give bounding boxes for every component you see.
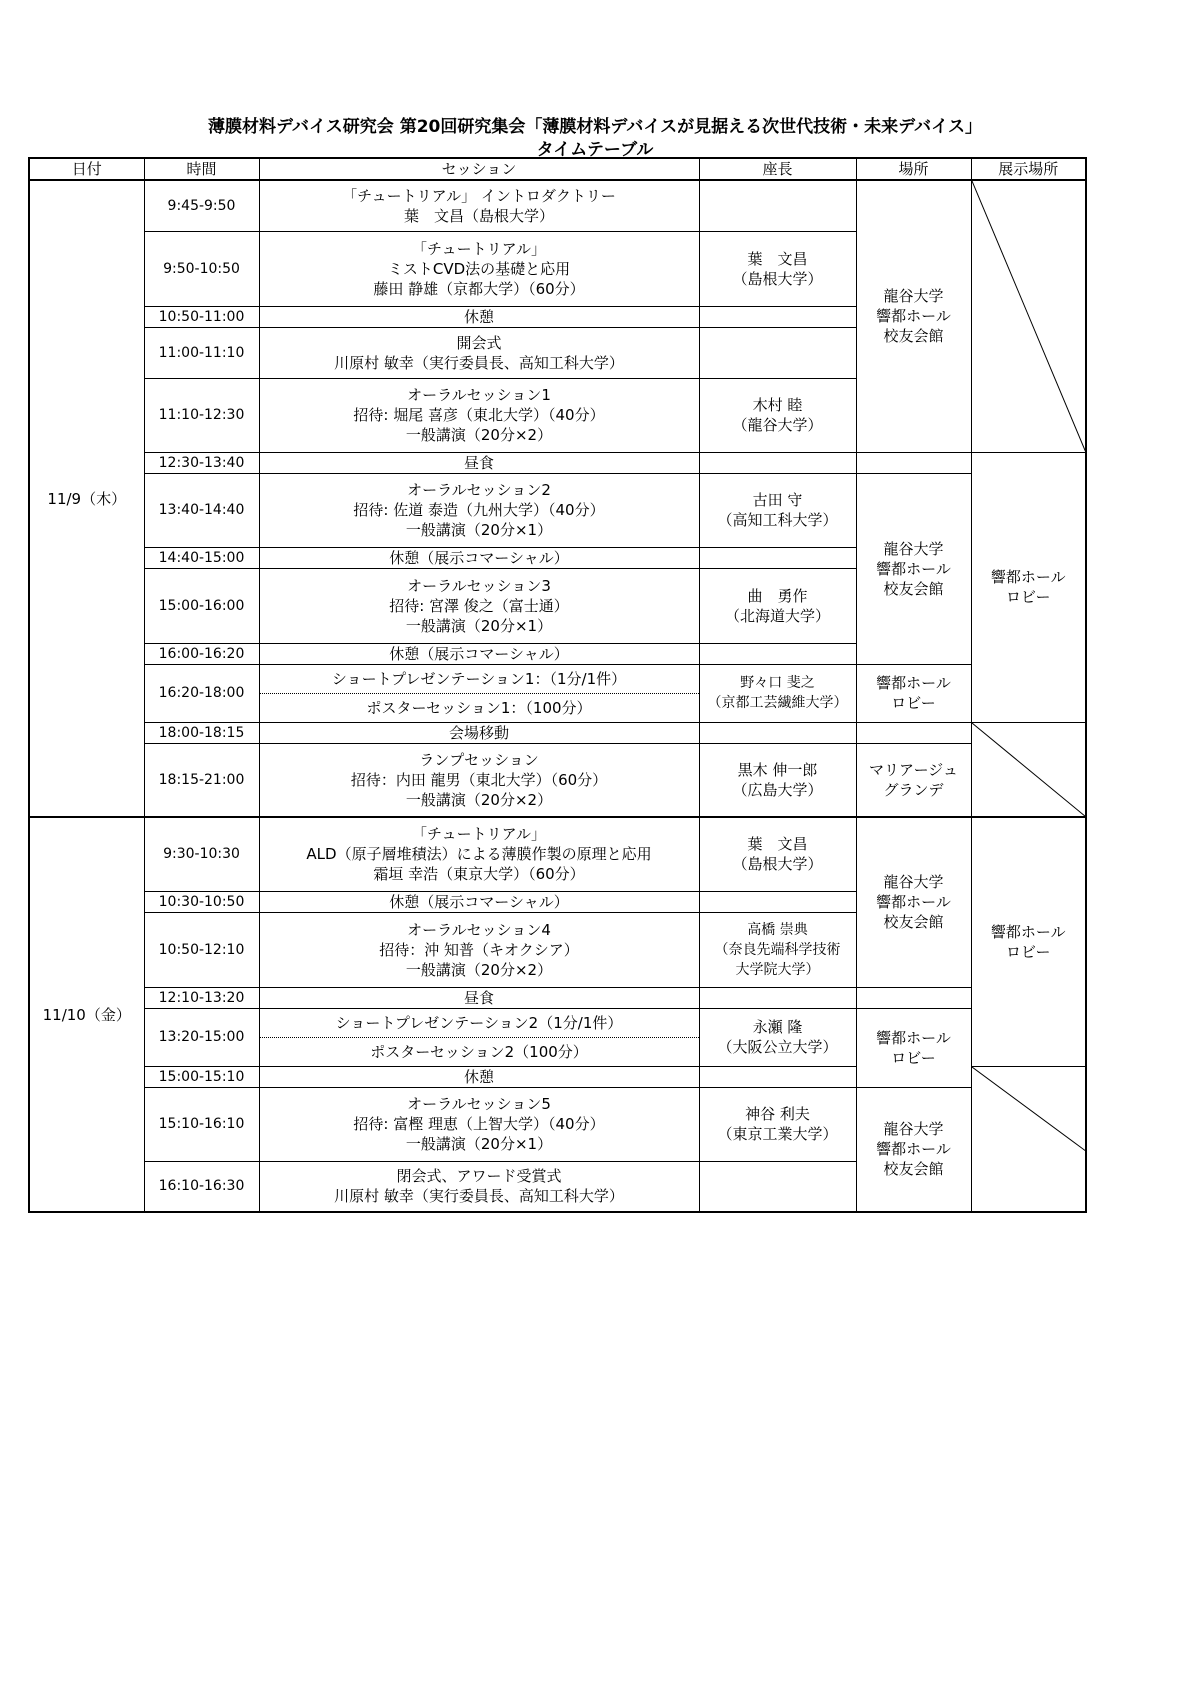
header-time: 時間 xyxy=(144,158,259,180)
chair-cell: 木村 睦 （龍谷大学） xyxy=(699,378,856,452)
session-cell: 「チュートリアル」 イントロダクトリー 葉 文昌（島根大学） xyxy=(259,180,699,231)
session-cell: 閉会式、アワード受賞式 川原村 敏幸（実行委員長、高知工科大学） xyxy=(259,1161,699,1212)
exhibit-cell-none xyxy=(971,180,1086,452)
time-cell: 13:20-15:00 xyxy=(144,1008,259,1066)
table-row xyxy=(29,1087,1086,1161)
time-cell: 9:30-10:30 xyxy=(144,817,259,891)
session-cell: 休憩（展示コマーシャル） xyxy=(259,891,699,912)
chair-cell: 葉 文昌 （島根大学） xyxy=(699,231,856,306)
session-cell: 昼食 xyxy=(259,452,699,473)
header-row xyxy=(29,158,1086,180)
session-cell: オーラルセッション1 招待: 堀尾 喜彦（東北大学）（40分） 一般講演（20分×2） xyxy=(259,378,699,452)
document-subtitle: タイムテーブル xyxy=(536,140,654,160)
session-cell: 昼食 xyxy=(259,987,699,1008)
table-row xyxy=(29,180,1086,231)
session-cell-short-presentation: ショートプレゼンテーション1：（1分/1件） xyxy=(259,664,699,693)
chair-cell-empty xyxy=(699,452,856,473)
time-cell: 10:50-11:00 xyxy=(144,306,259,327)
session-cell: 会場移動 xyxy=(259,722,699,743)
time-cell: 9:50-10:50 xyxy=(144,231,259,306)
time-cell: 16:20-18:00 xyxy=(144,664,259,722)
time-cell: 9:45-9:50 xyxy=(144,180,259,231)
session-cell: ランプセッション 招待：内田 龍男（東北大学）（60分） 一般講演（20分×2） xyxy=(259,743,699,817)
chair-cell-empty xyxy=(699,891,856,912)
table-row xyxy=(29,743,1086,817)
session-cell: 「チュートリアル」 ミストCVD法の基礎と応用 藤田 静雄（京都大学）（60分） xyxy=(259,231,699,306)
header-exhibit: 展示場所 xyxy=(971,158,1086,180)
table-row xyxy=(29,987,1086,1008)
header-chair: 座長 xyxy=(699,158,856,180)
session-cell: オーラルセッション3 招待: 宮澤 俊之（富士通） 一般講演（20分×1） xyxy=(259,568,699,643)
time-cell: 15:00-16:00 xyxy=(144,568,259,643)
document-title: 薄膜材料デバイス研究会 第20回研究集会「薄膜材料デバイスが見据える次世代技術・未来デバイス」 xyxy=(207,117,982,137)
chair-cell-empty xyxy=(699,180,856,231)
table-row xyxy=(29,817,1086,891)
exhibit-cell: 響都ホール ロビー xyxy=(971,817,1086,1066)
chair-cell: 葉 文昌 （島根大学） xyxy=(699,817,856,891)
place-cell: 龍谷大学 響都ホール 校友会館 xyxy=(856,1087,971,1212)
time-cell: 13:40-14:40 xyxy=(144,473,259,547)
header-date: 日付 xyxy=(29,158,144,180)
time-cell: 18:15-21:00 xyxy=(144,743,259,817)
exhibit-cell-none xyxy=(971,722,1086,817)
time-cell: 12:30-13:40 xyxy=(144,452,259,473)
chair-cell-empty xyxy=(699,722,856,743)
session-cell-poster: ポスターセッション2（100分） xyxy=(259,1037,699,1066)
table-row xyxy=(29,452,1086,473)
chair-cell-empty xyxy=(699,643,856,664)
time-cell: 18:00-18:15 xyxy=(144,722,259,743)
chair-cell: 野々口 斐之 （京都工芸繊維大学） xyxy=(699,664,856,722)
time-cell: 10:50-12:10 xyxy=(144,912,259,987)
date-cell-day2: 11/10（金） xyxy=(29,817,144,1212)
header-place: 場所 xyxy=(856,158,971,180)
chair-cell: 黒木 伸一郎 （広島大学） xyxy=(699,743,856,817)
time-cell: 11:00-11:10 xyxy=(144,327,259,378)
session-cell: 休憩 xyxy=(259,306,699,327)
session-cell: 休憩（展示コマーシャル） xyxy=(259,643,699,664)
diagonal-slash xyxy=(972,1067,1086,1212)
session-cell: オーラルセッション5 招待: 富樫 理恵（上智大学）（40分） 一般講演（20分×1） xyxy=(259,1087,699,1161)
time-cell: 16:00-16:20 xyxy=(144,643,259,664)
timetable xyxy=(28,157,1087,1213)
time-cell: 14:40-15:00 xyxy=(144,547,259,568)
time-cell: 12:10-13:20 xyxy=(144,987,259,1008)
session-cell: 休憩 xyxy=(259,1066,699,1087)
place-cell: 龍谷大学 響都ホール 校友会館 xyxy=(856,473,971,664)
chair-cell: 古田 守 （高知工科大学） xyxy=(699,473,856,547)
session-cell-short-presentation: ショートプレゼンテーション2（1分/1件） xyxy=(259,1008,699,1037)
header-session: セッション xyxy=(259,158,699,180)
table-row xyxy=(29,664,1086,693)
session-cell: 「チュートリアル」 ALD（原子層堆積法）による薄膜作製の原理と応用 霜垣 幸浩（東京大学）（60分） xyxy=(259,817,699,891)
session-cell: 休憩（展示コマーシャル） xyxy=(259,547,699,568)
chair-cell: 曲 勇作 （北海道大学） xyxy=(699,568,856,643)
place-cell: 龍谷大学 響都ホール 校友会館 xyxy=(856,180,971,452)
date-cell-day1: 11/9（木） xyxy=(29,180,144,817)
time-cell: 15:10-16:10 xyxy=(144,1087,259,1161)
diagonal-slash xyxy=(972,723,1086,817)
time-cell: 10:30-10:50 xyxy=(144,891,259,912)
session-cell: オーラルセッション4 招待：沖 知普（キオクシア） 一般講演（20分×2） xyxy=(259,912,699,987)
place-cell: 響都ホール ロビー xyxy=(856,1008,971,1087)
place-cell-empty xyxy=(856,987,971,1008)
place-cell-empty xyxy=(856,722,971,743)
table-row xyxy=(29,722,1086,743)
table-row xyxy=(29,1008,1086,1037)
chair-cell-empty xyxy=(699,547,856,568)
chair-cell-empty xyxy=(699,1161,856,1212)
chair-cell-empty xyxy=(699,987,856,1008)
place-cell-empty xyxy=(856,452,971,473)
place-cell: マリアージュ グランデ xyxy=(856,743,971,817)
exhibit-cell: 響都ホール ロビー xyxy=(971,452,1086,722)
chair-cell: 高橋 崇典 （奈良先端科学技術 大学院大学） xyxy=(699,912,856,987)
session-cell: オーラルセッション2 招待: 佐道 泰造（九州大学）（40分） 一般講演（20分×1） xyxy=(259,473,699,547)
chair-cell-empty xyxy=(699,306,856,327)
session-cell: 開会式 川原村 敏幸（実行委員長、高知工科大学） xyxy=(259,327,699,378)
chair-cell-empty xyxy=(699,327,856,378)
exhibit-cell-none xyxy=(971,1066,1086,1212)
time-cell: 16:10-16:30 xyxy=(144,1161,259,1212)
session-cell-poster: ポスターセッション1：（100分） xyxy=(259,693,699,722)
chair-cell: 神谷 利夫 （東京工業大学） xyxy=(699,1087,856,1161)
diagonal-slash xyxy=(972,181,1086,452)
chair-cell: 永瀬 隆 （大阪公立大学） xyxy=(699,1008,856,1066)
place-cell: 響都ホール ロビー xyxy=(856,664,971,722)
place-cell: 龍谷大学 響都ホール 校友会館 xyxy=(856,817,971,987)
table-row xyxy=(29,473,1086,547)
chair-cell-empty xyxy=(699,1066,856,1087)
time-cell: 15:00-15:10 xyxy=(144,1066,259,1087)
time-cell: 11:10-12:30 xyxy=(144,378,259,452)
